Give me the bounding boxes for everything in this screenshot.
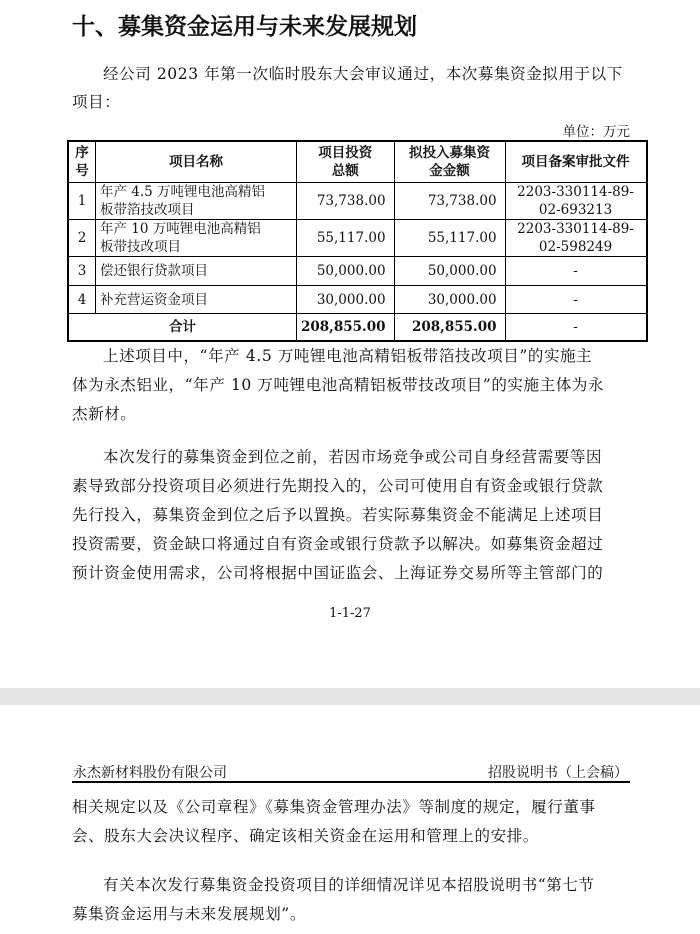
row-name [96,183,297,220]
paragraph-line: 投资需要，资金缺口将通过自有资金或银行贷款予以解决。如募集资金超过 [72,535,604,553]
header-company: 永杰新材料股份有限公司 [73,765,227,781]
row-name: 偿还银行贷款项目 [96,257,297,286]
page-separator [0,688,700,705]
row-approval [505,183,647,220]
row-raised: 55,117.00 [394,220,505,257]
approval-line: 2203-330114-89- [517,184,634,200]
paragraph-line: 先行投入，募集资金到位之后予以置换。若实际募集资金不能满足上述项目 [72,506,604,524]
name-line: 年产 4.5 万吨锂电池高精铝 [100,184,266,200]
table-header-row [68,141,647,183]
paragraph-line: 募集资金运用与未来发展规划”。 [72,905,306,923]
paragraph-line: 上述项目中，“年产 4.5 万吨锂电池高精铝板带箔技改项目”的实施主 [103,347,593,365]
projects-table [67,140,648,342]
table-row [68,220,647,257]
row-raised: 73,738.00 [394,183,505,220]
row-approval [505,220,647,257]
row-raised: 50,000.00 [394,257,505,286]
paragraph-line: 素导致部分投资项目必须进行先期投入的，公司可使用自有资金或银行贷款 [72,477,604,495]
name-line: 板带技改项目 [100,239,181,255]
total-total: 208,855.00 [297,314,395,341]
row-total: 30,000.00 [297,286,395,314]
total-label: 合计 [68,314,297,341]
paragraph-line: 本次发行的募集资金到位之前，若因市场竞争或公司自身经营需要等因 [103,448,603,466]
section-title: 十、募集资金运用与未来发展规划 [72,14,417,40]
paragraph-line: 会、股东大会决议程序、确定该相关资金在运用和管理上的安排。 [72,827,539,845]
total-raised: 208,855.00 [394,314,505,341]
row-name: 补充营运资金项目 [96,286,297,314]
paragraph-line: 预计资金使用需求，公司将根据中国证监会、上海证券交易所等主管部门的 [72,564,604,582]
row-approval: - [505,286,647,314]
header-doc: 招股说明书（上会稿） [488,765,628,781]
row-no: 4 [68,286,96,314]
paragraph-line: 有关本次发行募集资金投资项目的详细情况详见本招股说明书“第七节 [103,876,595,894]
header-raised: 拟投入募集资 [409,145,491,161]
row-raised: 30,000.00 [394,286,505,314]
approval-line: 2203-330114-89- [517,221,634,237]
paragraph-line: 相关规定以及《公司章程》《募集资金管理办法》等制度的规定，履行董事 [72,798,596,816]
unit-label: 单位：万元 [562,124,630,140]
row-total: 73,738.00 [297,183,395,220]
intro-line: 经公司 2023 年第一次临时股东大会审议通过，本次募集资金拟用于以下 [103,65,623,83]
header-approval: 项目备案审批文件 [521,154,630,170]
header-name: 项目名称 [169,154,223,170]
approval-line: 02-598249 [538,239,613,255]
header-total: 总额 [331,163,359,179]
row-no: 2 [68,220,96,257]
table-row [68,183,647,220]
header-raised: 金金额 [429,163,470,179]
table-row [68,257,647,286]
name-line: 板带箔技改项目 [100,202,195,218]
total-row [68,314,647,341]
row-name [96,220,297,257]
row-no: 1 [68,183,96,220]
row-total: 50,000.00 [297,257,395,286]
header-total: 项目投资 [318,145,373,161]
intro-line: 项目： [72,93,121,111]
paragraph-line: 体为永杰铝业，“年产 10 万吨锂电池高精铝板带技改项目”的实施主体为永 [72,376,605,394]
page-number: 1-1-27 [329,606,371,621]
header-no: 号 [75,163,89,179]
row-approval: - [505,257,647,286]
row-total: 55,117.00 [297,220,395,257]
approval-line: 02-693213 [538,202,613,218]
header-rule [72,781,630,783]
total-approval: - [505,314,647,341]
header-no: 序 [75,145,89,161]
name-line: 年产 10 万吨锂电池高精铝 [100,221,261,237]
row-no: 3 [68,257,96,286]
paragraph-line: 杰新材。 [72,405,137,423]
table-row [68,286,647,314]
